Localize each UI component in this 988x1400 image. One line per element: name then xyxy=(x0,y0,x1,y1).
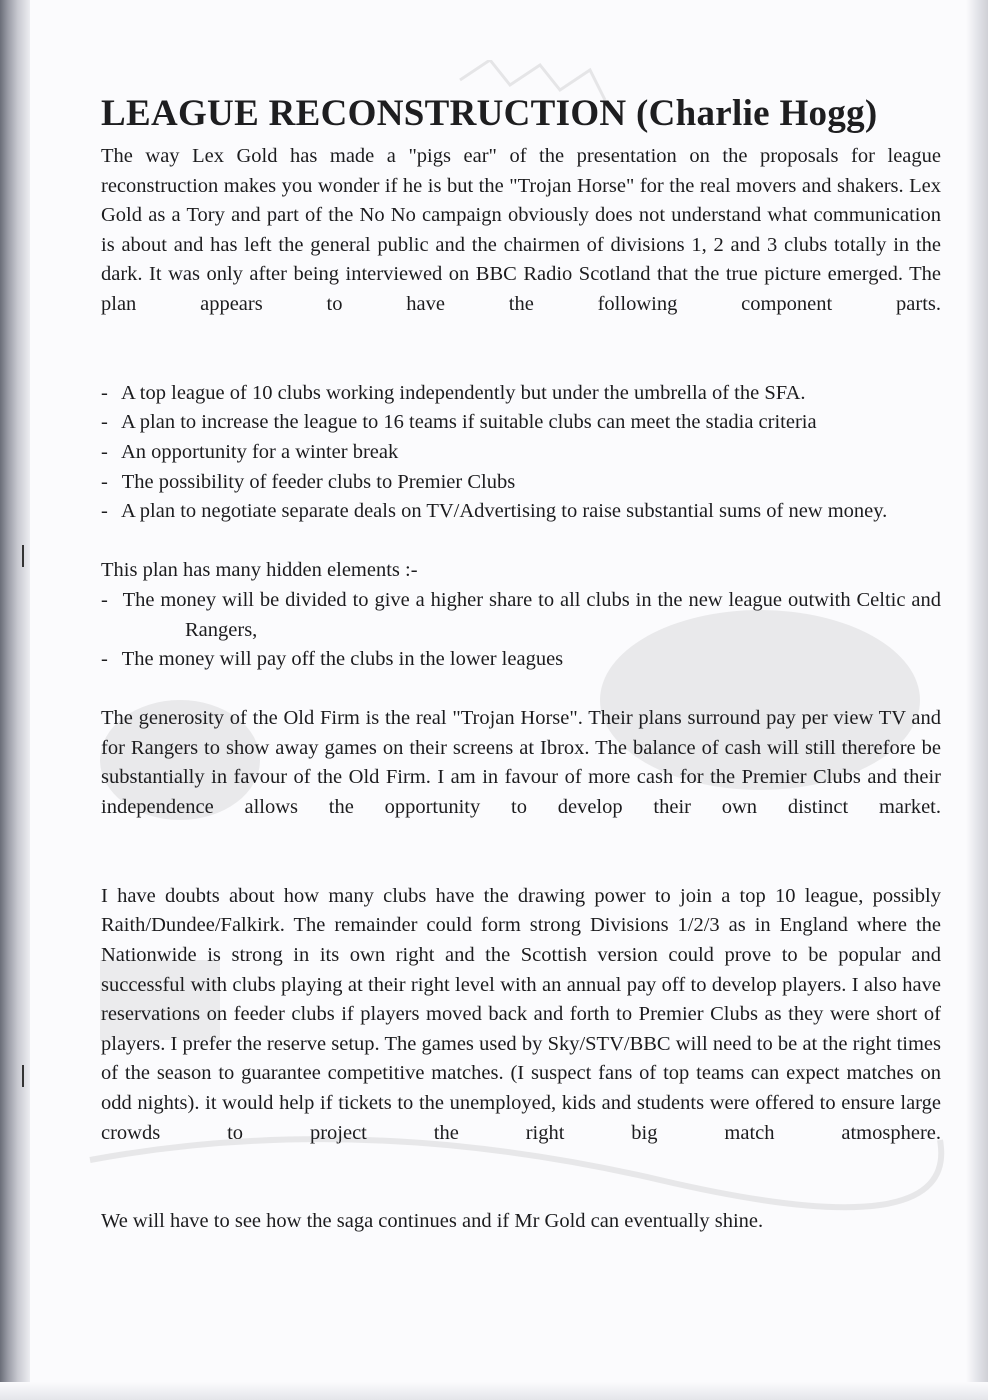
list-item: - The possibility of feeder clubs to Premier Clubs xyxy=(101,470,516,493)
body-paragraph: The generosity of the Old Firm is the real "Trojan Horse". Their plans surround pay per view TV and for Rangers to show away games on their screens at Ibrox. The balance of cash will still therefore be substantially in favour of the Old Firm. I am in favour of more cash for the Premier Clubs and their independence allows the opportunity to develop their own distinct market. xyxy=(101,707,941,819)
hidden-elements-list xyxy=(101,586,941,675)
binding-mark xyxy=(22,1065,24,1087)
closing-paragraph: We will have to see how the saga continues and if Mr Gold can eventually shine. xyxy=(101,1210,764,1233)
article xyxy=(101,92,941,1237)
hidden-elements-heading: This plan has many hidden elements :- xyxy=(101,559,418,582)
list-item: - A plan to negotiate separate deals on TV/Advertising to raise substantial sums of new money. xyxy=(101,500,888,523)
list-item: - The money will pay off the clubs in the lower leagues xyxy=(101,648,564,671)
page-edge-shadow xyxy=(966,0,988,1400)
list-item: - An opportunity for a winter break xyxy=(101,440,399,463)
list-item: - A plan to increase the league to 16 teams if suitable clubs can meet the stadia criteria xyxy=(101,411,817,434)
binding-mark xyxy=(22,545,24,567)
page-bottom-shadow xyxy=(0,1382,988,1400)
article-title: LEAGUE RECONSTRUCTION (Charlie Hogg) xyxy=(101,93,878,134)
intro-paragraph: The way Lex Gold has made a "pigs ear" of the presentation on the proposals for league reconstruction makes you wonder if he is but the "Trojan Horse" for the real movers and shakers. Lex Gold as a Tory and part of the No No campaign obviously does not understand what communication is about and has left the general public and the chairmen of divisions 1, 2 and 3 clubs totally in the dark. It was only after being interviewed on BBC Radio Scotland that the true picture emerged. The plan appears to have the following component parts. xyxy=(101,145,941,315)
component-list xyxy=(101,379,941,527)
list-item: - The money will be divided to give a higher share to all clubs in the new league outwith Celtic and Rangers, xyxy=(101,588,941,641)
list-item: - A top league of 10 clubs working independently but under the umbrella of the SFA. xyxy=(101,381,806,404)
body-paragraph: I have doubts about how many clubs have the drawing power to join a top 10 league, possibly Raith/Dundee/Falkirk. The remainder could form strong Divisions 1/2/3 as in England where the Nationwide is strong in its own right and the Scottish version could prove to be popular and successful with clubs playing at their right level with an annual pay off to develop players. I also have reservations on feeder clubs if players moved back and forth to Premier Clubs as they were short of players. I prefer the reserve setup. The games used by Sky/STV/BBC will need to be at the right times of the season to guarantee competitive matches. (I suspect fans of top teams can expect matches on odd nights). it would help if tickets to the unemployed, kids and students were offered to ensure large crowds to project the right big match atmosphere. xyxy=(101,884,941,1144)
page-binding-shadow xyxy=(0,0,30,1400)
